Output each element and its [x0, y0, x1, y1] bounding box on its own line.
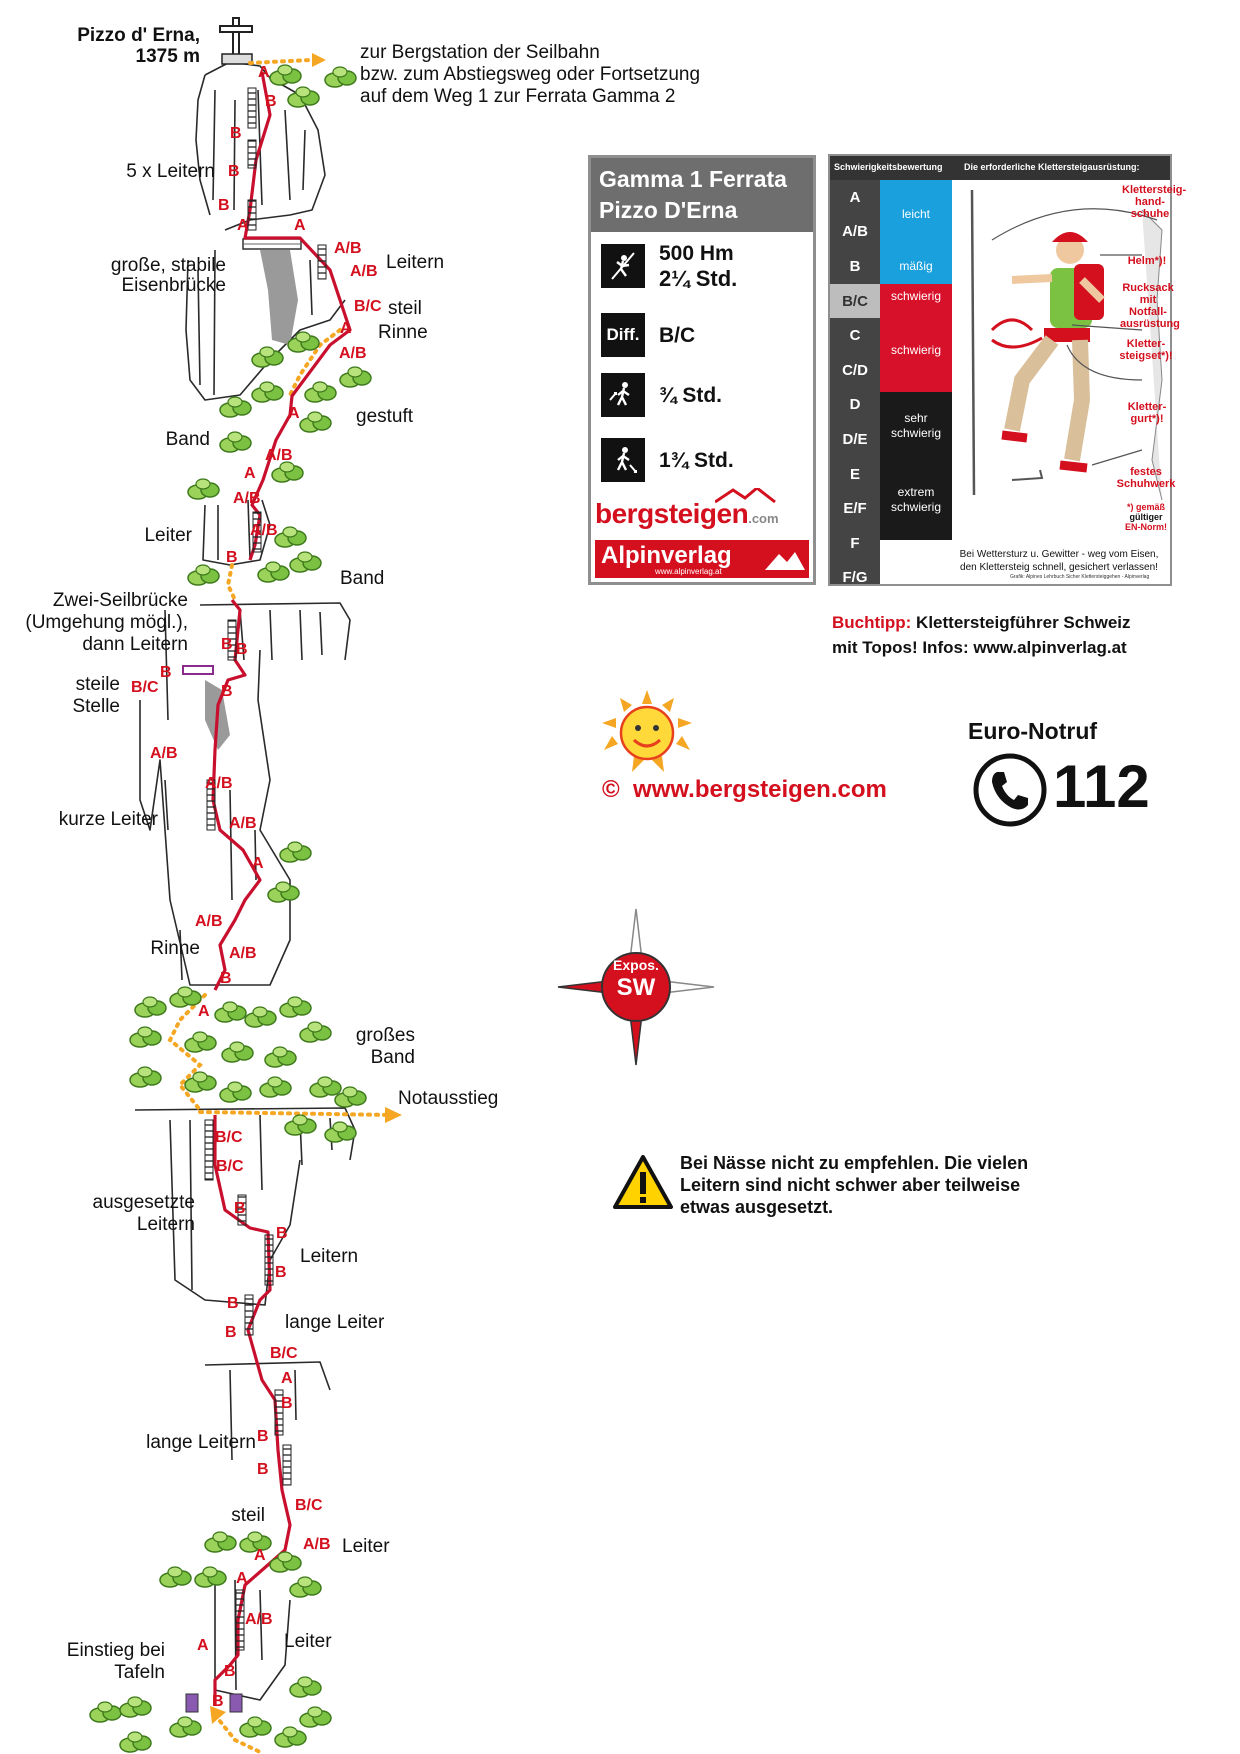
summit-altitude: 1375 m — [135, 46, 200, 67]
equip-schuh-1: festes — [1130, 466, 1162, 478]
label-gestuft: gestuft — [356, 406, 414, 427]
grade-label: A/B — [229, 945, 257, 962]
panel-header — [830, 156, 1170, 180]
grade-label: B — [230, 125, 242, 142]
label-bruecke-2: Eisenbrücke — [121, 275, 226, 296]
warning-line-3: etwas ausgesetzt. — [680, 1197, 834, 1217]
equip-set-2: steigset*)! — [1119, 350, 1173, 362]
equip-helm: Helm*)! — [1127, 255, 1167, 267]
grade-label: B — [160, 664, 172, 681]
label-lange-leitern: lange Leitern — [146, 1432, 256, 1453]
difficulty-scale-column — [830, 180, 880, 587]
label-zwei-seilbruecke-3: dann Leitern — [82, 634, 188, 655]
label-notausstieg: Notausstieg — [398, 1088, 499, 1109]
grade-label: A — [252, 855, 264, 872]
scale-grade: E — [849, 465, 860, 483]
label-zwei-seilbruecke-1: Zwei-Seilbrücke — [52, 590, 188, 611]
grade-label: B — [265, 93, 277, 110]
grade-label: A/B — [233, 490, 261, 507]
grade-label: A — [294, 217, 306, 234]
summit-name: Pizzo d' Erna, — [77, 25, 200, 46]
label-einstieg-2: Tafeln — [114, 1662, 165, 1683]
grade-label: A/B — [205, 775, 233, 792]
grade-label: B — [224, 1663, 236, 1680]
copyright-symbol: © — [602, 776, 620, 803]
scale-grade: D — [849, 396, 861, 414]
equip-klettergurt — [1122, 401, 1172, 425]
difficulty-value: B/C — [659, 323, 696, 347]
equip-hand-1: Klettersteig- — [1122, 184, 1187, 196]
label-zwei-seilbruecke-2: (Umgehung mögl.), — [25, 612, 188, 633]
vegetation — [90, 65, 371, 1752]
label-steile-stelle-2: Stelle — [72, 696, 120, 717]
summit-cross-icon — [220, 18, 252, 64]
tour-info-box — [588, 155, 816, 585]
rope-bridge-icon — [183, 666, 213, 674]
band-sehr-line1: sehr — [904, 411, 928, 425]
equip-schuh-2: Schuhwerk — [1116, 478, 1176, 490]
band-schwierig-2: schwierig — [880, 308, 952, 392]
grade-label: B/C — [295, 1497, 323, 1514]
tour-title-line1: Gamma 1 Ferrata — [599, 166, 787, 192]
band-sehr-line2: schwierig — [890, 426, 941, 440]
label-leiter-1: Leiter — [144, 525, 192, 546]
scale-grade: C — [849, 327, 861, 345]
scale-grade: F/G — [842, 569, 868, 587]
label-rinne-top: Rinne — [378, 322, 428, 343]
grade-label: B — [212, 1693, 224, 1710]
compass-exposition-value: SW — [616, 974, 656, 1001]
grade-label: A — [198, 1003, 210, 1020]
label-lange-leiter: lange Leiter — [285, 1312, 385, 1333]
scale-grade: F — [850, 534, 860, 552]
grade-label: B — [225, 1324, 237, 1341]
gully-shade — [260, 250, 298, 345]
top-note-line2: bzw. zum Abstiegsweg oder Fortsetzung — [360, 64, 701, 85]
bergsteigen-logo-text: bergsteigen — [595, 498, 749, 529]
equipment-header: Die erforderliche Klettersteigausrüstung: — [964, 162, 1140, 172]
copyright-url: www.bergsteigen.com — [633, 776, 887, 803]
label-5x-leitern: 5 x Leitern — [126, 161, 215, 182]
mountain-logo-icon — [715, 488, 805, 504]
grade-label: B — [226, 549, 238, 566]
emergency-number: 112 — [1053, 753, 1150, 820]
alpinverlag-logo — [595, 540, 809, 578]
equip-hand-2: hand- — [1135, 196, 1165, 208]
warning-line-2: Leitern sind nicht schwer aber teilweise — [680, 1175, 1021, 1195]
graphic-credit: Grafik: Alpines Lehrbuch Sicher Klettersteiggehen - Alpinverlag — [1010, 574, 1150, 580]
descent-time: 1¾ Std. — [659, 448, 734, 472]
copyright-line — [602, 776, 887, 804]
warning-line-1: Bei Nässe nicht zu empfehlen. Die vielen — [680, 1153, 1029, 1173]
buchtipp — [832, 610, 1131, 660]
equip-klettersteigset — [1116, 338, 1176, 362]
path-band — [228, 565, 235, 600]
equip-schuhwerk — [1116, 466, 1176, 490]
label-einstieg-1: Einstieg bei — [66, 1640, 165, 1661]
grade-label: B — [228, 163, 240, 180]
label-grosses-band-2: Band — [370, 1047, 415, 1068]
grade-label: A — [281, 1370, 293, 1387]
approach-time: ¾ Std. — [659, 383, 723, 407]
label-steile-stelle-1: steile — [75, 674, 120, 695]
scale-grade: A — [849, 188, 861, 206]
hiker-up-icon — [601, 373, 645, 417]
equip-hand-3: schuhe — [1130, 208, 1170, 220]
label-leiter-bottom: Leiter — [284, 1631, 332, 1652]
band-extrem-line1: extrem — [897, 485, 935, 499]
scale-grade: B/C — [830, 284, 880, 319]
scale-grade: C/D — [842, 361, 868, 379]
grade-label: B — [234, 1200, 246, 1217]
difficulty-row — [601, 313, 695, 357]
rock-outline — [135, 62, 355, 1700]
top-note-line1: zur Bergstation der Seilbahn — [360, 42, 600, 63]
band-leicht: leicht — [880, 180, 952, 249]
sign-board-icon — [230, 1694, 242, 1712]
warning-icon — [612, 1154, 674, 1210]
alpinverlag-logo-text: Alpinverlag — [601, 542, 732, 569]
label-rinne-mid: Rinne — [150, 938, 200, 959]
label-ausgesetzte-leitern-1: ausgesetzte — [92, 1192, 195, 1213]
grade-label: A — [258, 64, 270, 81]
grade-label: B/C — [270, 1345, 298, 1362]
scale-grade: A/B — [842, 223, 868, 241]
grade-label: B — [221, 683, 233, 700]
path-notausstieg — [200, 1112, 390, 1115]
grade-label: B — [281, 1395, 293, 1412]
grade-label: A/B — [245, 1611, 273, 1628]
label-bruecke-1: große, stabile — [110, 255, 226, 276]
difficulty-icon: Diff. — [601, 313, 645, 357]
grade-label: A — [244, 465, 256, 482]
label-grosses-band-1: großes — [355, 1025, 415, 1046]
equip-ruck-2: mit Notfall- — [1129, 294, 1167, 318]
bridge-icon — [243, 239, 301, 249]
equip-gurt-2: gurt*)! — [1130, 413, 1164, 425]
grade-label: A/B — [250, 522, 278, 539]
label-ausgesetzte-leitern-2: Leitern — [136, 1214, 195, 1235]
equip-norm-1: *) gemäß — [1126, 502, 1165, 512]
sun-logo-icon — [592, 688, 702, 778]
descent-row — [601, 438, 734, 482]
band-schwierig-1: schwierig — [880, 284, 952, 308]
weather-warning — [952, 548, 1166, 574]
label-leiter-low: Leiter — [342, 1536, 390, 1557]
mountain-logo-icon — [765, 548, 805, 572]
grade-label: A/B — [265, 447, 293, 464]
equip-en-norm — [1120, 502, 1172, 532]
label-band-1: Band — [165, 429, 210, 450]
grade-label: B/C — [131, 679, 159, 696]
equip-ruck-1: Rucksack — [1122, 282, 1174, 294]
buchtipp-label: Buchtipp: — [832, 613, 912, 632]
label-steil-low: steil — [231, 1505, 265, 1526]
sign-board-icon — [186, 1694, 198, 1712]
band-maessig: mäßig — [880, 249, 952, 284]
weather-warning-1: Bei Wettersturz u. Gewitter - weg vom Eisen, — [959, 549, 1159, 560]
warning-text — [680, 1152, 1028, 1218]
grade-label: B/C — [354, 298, 382, 315]
grade-label: A/B — [303, 1536, 331, 1553]
grade-label: B — [227, 1295, 239, 1312]
bergsteigen-logo — [595, 498, 779, 530]
grade-label: B — [218, 197, 230, 214]
grade-label: B/C — [216, 1158, 244, 1175]
grade-label: A/B — [350, 263, 378, 280]
grade-label: A — [237, 217, 249, 234]
alpinverlag-url: www.alpinverlag.at — [655, 567, 722, 576]
scale-grade: D/E — [842, 430, 868, 448]
tour-title-line2: Pizzo D'Erna — [599, 197, 738, 223]
grade-label: B — [221, 636, 233, 653]
grade-label: A — [254, 1547, 266, 1564]
scale-grade: E/F — [843, 500, 867, 518]
weather-warning-2: den Klettersteig schnell, gesichert verlassen! — [960, 562, 1158, 573]
label-leitern-top: Leitern — [386, 252, 445, 273]
grade-label: B — [275, 1264, 287, 1281]
grade-label: B — [236, 641, 248, 658]
grade-label: A/B — [150, 745, 178, 762]
ascent-meters: 500 Hm — [659, 242, 734, 265]
grade-label: A/B — [339, 345, 367, 362]
climber-icon — [601, 244, 645, 288]
label-leitern-mid: Leitern — [300, 1246, 359, 1267]
grade-label: A/B — [229, 815, 257, 832]
grade-label: A/B — [195, 913, 223, 930]
phone-icon — [972, 752, 1048, 828]
equip-handschuhe — [1122, 184, 1187, 220]
scale-header: Schwierigkeitsbewertung — [834, 162, 943, 172]
approach-row — [601, 373, 722, 417]
band-extrem-line2: schwierig — [890, 500, 941, 514]
emergency-title: Euro-Notruf — [968, 718, 1098, 744]
grade-label: B — [276, 1225, 288, 1242]
ladder-marks — [205, 88, 326, 1650]
grade-label: B — [257, 1461, 269, 1478]
grade-label: A/B — [334, 240, 362, 257]
equip-ruck-3: ausrüstung — [1120, 318, 1180, 330]
grade-label: B/C — [215, 1129, 243, 1146]
ascent-time: 2¼ Std. — [659, 266, 738, 291]
scale-grade: B — [849, 257, 861, 275]
grade-label: A — [288, 405, 300, 422]
equip-rucksack — [1120, 282, 1180, 330]
grade-label: A — [340, 320, 352, 337]
top-note-line3: auf dem Weg 1 zur Ferrata Gamma 2 — [360, 86, 676, 107]
equip-norm-2: gültiger — [1129, 512, 1163, 522]
grade-label: A — [197, 1637, 209, 1654]
label-kurze-leiter: kurze Leiter — [58, 809, 158, 830]
hiker-down-icon — [601, 438, 645, 482]
equip-gurt-1: Kletter- — [1127, 401, 1167, 413]
equip-set-1: Kletter- — [1126, 338, 1166, 350]
equip-norm-3: EN-Norm! — [1125, 522, 1167, 532]
compass-exposition-label: Expos. — [613, 957, 659, 973]
difficulty-scale-panel — [828, 154, 1187, 587]
grade-label: A — [236, 1570, 248, 1587]
path-top-exit — [250, 60, 310, 63]
label-steil-top: steil — [388, 298, 422, 319]
bergsteigen-logo-suffix: .com — [748, 511, 779, 526]
ascent-row — [601, 242, 738, 291]
buchtipp-text-1: Klettersteigführer Schweiz — [911, 613, 1131, 632]
grade-label: B — [257, 1428, 269, 1445]
grade-label: B — [220, 970, 232, 987]
buchtipp-text-2: mit Topos! Infos: www.alpinverlag.at — [832, 638, 1127, 657]
label-band-2: Band — [340, 568, 385, 589]
tour-title — [591, 158, 813, 232]
band-extrem-schwierig — [880, 460, 952, 540]
band-sehr-schwierig — [880, 392, 952, 460]
